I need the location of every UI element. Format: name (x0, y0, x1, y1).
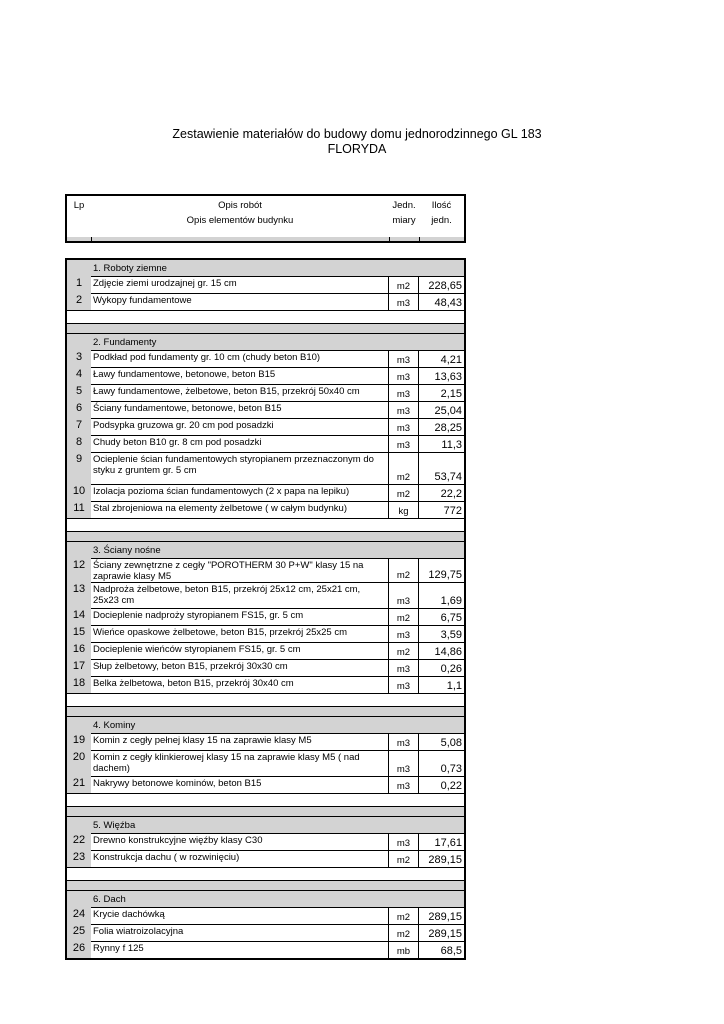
row-description: Słup żelbetowy, beton B15, przekrój 30x30 cm (91, 659, 389, 676)
row-unit: m2 (396, 472, 411, 483)
row-unit-cell (389, 558, 419, 582)
row-unit: m3 (396, 440, 411, 451)
row-quantity: 3,59 (440, 629, 462, 641)
row-unit-cell (389, 452, 419, 484)
row-unit-cell (389, 924, 419, 941)
row-quantity-cell (419, 501, 464, 518)
row-number: 9 (75, 453, 83, 465)
row-number-cell (67, 384, 92, 401)
section-spacer-shade (67, 707, 464, 716)
row-quantity: 6,75 (440, 612, 462, 624)
row-unit-cell (389, 384, 419, 401)
row-quantity-cell (419, 625, 464, 642)
row-number: 12 (72, 559, 86, 571)
row-quantity: 772 (443, 505, 462, 517)
row-description: Wykopy fundamentowe (91, 293, 389, 310)
row-quantity-cell (419, 276, 464, 293)
row-unit-cell (389, 582, 419, 608)
row-unit: m3 (396, 298, 411, 309)
row-unit: m2 (396, 929, 411, 940)
row-number-cell (67, 733, 92, 750)
row-quantity: 228,65 (428, 280, 462, 292)
table-row (67, 350, 464, 367)
row-number-cell (67, 452, 92, 484)
row-quantity: 28,25 (434, 422, 462, 434)
row-description: Chudy beton B10 gr. 8 cm pod posadzki (91, 435, 389, 452)
row-description: Nakrywy betonowe kominów, beton B15 (91, 776, 389, 793)
document-subtitle: FLORYDA (327, 142, 387, 156)
row-description: Podsypka gruzowa gr. 20 cm pod posadzki (91, 418, 389, 435)
row-unit-cell (389, 659, 419, 676)
row-unit: kg (398, 506, 409, 517)
header-unit-line1: Jedn. (392, 200, 416, 211)
table-row (67, 418, 464, 435)
row-unit: m3 (396, 781, 411, 792)
table-row (67, 558, 464, 582)
row-description: Ściany zewnętrzne z cegły "POROTHERM 30 P+W" klasy 15 na zaprawie klasy M5 (91, 558, 389, 582)
header-desc-cell (91, 196, 390, 241)
row-number-cell (67, 558, 92, 582)
row-unit-cell (389, 676, 419, 693)
table-row (67, 367, 464, 384)
row-number-cell (67, 750, 92, 776)
row-unit-cell (389, 642, 419, 659)
row-unit: m3 (396, 372, 411, 383)
row-quantity-cell (419, 401, 464, 418)
section-header-row (67, 333, 464, 350)
section-header-row (67, 890, 464, 907)
table-header (65, 194, 466, 243)
table-row (67, 501, 464, 518)
section-lp-cell (67, 334, 91, 350)
row-number: 19 (72, 734, 86, 746)
row-quantity: 289,15 (428, 928, 462, 940)
row-quantity-cell (419, 676, 464, 693)
row-quantity: 4,21 (440, 354, 462, 366)
row-number: 4 (75, 368, 83, 380)
row-number: 15 (72, 626, 86, 638)
row-number-cell (67, 367, 92, 384)
row-description: Belka żelbetowa, beton B15, przekrój 30x40 cm (91, 676, 389, 693)
header-desc-line2: Opis elementów budynku (186, 215, 294, 226)
row-description: Folia wiatroizolacyjna (91, 924, 389, 941)
row-quantity: 22,2 (440, 488, 462, 500)
row-description: Izolacja pozioma ścian fundamentowych (2 x papa na lepiku) (91, 484, 389, 501)
row-quantity-cell (419, 452, 464, 484)
row-number-cell (67, 941, 92, 958)
row-quantity-cell (419, 776, 464, 793)
section-spacer (67, 310, 464, 324)
section-spacer-shade (67, 881, 464, 890)
header-unit-cell (389, 196, 420, 241)
section-title: 5. Więźba (93, 820, 136, 831)
row-number-cell (67, 676, 92, 693)
table-row (67, 582, 464, 608)
table-row (67, 776, 464, 793)
row-description: Ocieplenie ścian fundamentowych styropianem przeznaczonym do styku z gruntem gr. 5 cm (91, 452, 389, 484)
row-number: 14 (72, 609, 86, 621)
section-spacer (67, 693, 464, 707)
row-number-cell (67, 276, 92, 293)
section-spacer-shade (67, 807, 464, 816)
row-number-cell (67, 924, 92, 941)
row-number-cell (67, 907, 92, 924)
row-description: Komin z cegły pełnej klasy 15 na zaprawie klasy M5 (91, 733, 389, 750)
row-number: 26 (72, 942, 86, 954)
row-quantity: 0,22 (440, 780, 462, 792)
row-number: 18 (72, 677, 86, 689)
section-lp-cell (67, 260, 91, 276)
section-spacer-shade (67, 324, 464, 333)
row-unit: mb (396, 946, 411, 957)
section-lp-cell (67, 717, 91, 733)
row-unit-cell (389, 350, 419, 367)
row-number: 17 (72, 660, 86, 672)
table-row (67, 676, 464, 693)
row-number: 2 (75, 294, 83, 306)
table-row (67, 850, 464, 867)
row-unit-cell (389, 367, 419, 384)
row-number: 1 (75, 277, 83, 289)
row-quantity-cell (419, 642, 464, 659)
row-quantity-cell (419, 924, 464, 941)
section-header-row (67, 260, 464, 276)
row-quantity-cell (419, 582, 464, 608)
row-unit: m2 (396, 613, 411, 624)
row-unit-cell (389, 733, 419, 750)
section-title: 4. Kominy (93, 720, 136, 731)
row-number: 22 (72, 834, 86, 846)
row-number-cell (67, 642, 92, 659)
table-row (67, 941, 464, 958)
row-unit: m2 (396, 855, 411, 866)
row-unit-cell (389, 941, 419, 958)
section-header-row (67, 716, 464, 733)
row-number: 25 (72, 925, 86, 937)
row-description: Podkład pod fundamenty gr. 10 cm (chudy beton B10) (91, 350, 389, 367)
row-number-cell (67, 293, 92, 310)
row-number: 5 (75, 385, 83, 397)
row-quantity: 1,1 (446, 680, 462, 692)
row-unit: m2 (396, 489, 411, 500)
section-lp-cell (67, 817, 91, 833)
row-description: Docieplenie wieńców styropianem FS15, gr. 5 cm (91, 642, 389, 659)
row-quantity-cell (419, 293, 464, 310)
row-number: 11 (73, 502, 85, 514)
row-description: Konstrukcja dachu ( w rozwinięciu) (91, 850, 389, 867)
row-number-cell (67, 484, 92, 501)
row-quantity: 0,73 (440, 763, 462, 775)
row-quantity: 25,04 (434, 405, 462, 417)
row-quantity: 5,08 (440, 737, 462, 749)
row-unit: m3 (396, 738, 411, 749)
row-number-cell (67, 350, 92, 367)
row-description: Ściany fundamentowe, betonowe, beton B15 (91, 401, 389, 418)
section-header-row (67, 816, 464, 833)
row-number: 10 (72, 485, 86, 497)
row-number: 24 (72, 908, 86, 920)
row-unit-cell (389, 625, 419, 642)
row-number: 23 (72, 851, 86, 863)
row-description: Docieplenie nadproży styropianem FS15, gr. 5 cm (91, 608, 389, 625)
row-quantity-cell (419, 850, 464, 867)
row-quantity-cell (419, 659, 464, 676)
row-unit: m3 (396, 596, 411, 607)
row-unit-cell (389, 435, 419, 452)
row-unit-cell (389, 293, 419, 310)
row-quantity-cell (419, 750, 464, 776)
row-quantity-cell (419, 733, 464, 750)
row-number-cell (67, 850, 92, 867)
row-unit: m2 (396, 281, 411, 292)
row-description: Ławy fundamentowe, betonowe, beton B15 (91, 367, 389, 384)
row-number-cell (67, 501, 92, 518)
row-unit-cell (389, 850, 419, 867)
section-lp-cell (67, 542, 91, 558)
row-unit: m2 (396, 647, 411, 658)
row-quantity-cell (419, 484, 464, 501)
row-number: 3 (75, 351, 83, 363)
row-quantity-cell (419, 384, 464, 401)
row-quantity: 289,15 (428, 854, 462, 866)
table-row (67, 401, 464, 418)
header-qty-cell (419, 196, 464, 241)
section-lp-cell (67, 891, 91, 907)
section-title: 2. Fundamenty (93, 337, 157, 348)
table-row (67, 642, 464, 659)
row-number-cell (67, 625, 92, 642)
row-unit-cell (389, 907, 419, 924)
section-header-row (67, 541, 464, 558)
row-number: 21 (72, 777, 86, 789)
table-row (67, 484, 464, 501)
row-description: Drewno konstrukcyjne więźby klasy C30 (91, 833, 389, 850)
row-unit: m3 (396, 664, 411, 675)
row-description: Krycie dachówką (91, 907, 389, 924)
row-unit: m3 (396, 838, 411, 849)
row-number-cell (67, 435, 92, 452)
row-quantity: 11,3 (441, 439, 462, 451)
materials-table (65, 258, 466, 960)
row-number: 8 (75, 436, 83, 448)
row-quantity-cell (419, 418, 464, 435)
header-lp: Lp (73, 200, 85, 211)
row-quantity-cell (419, 558, 464, 582)
table-row (67, 276, 464, 293)
row-number-cell (67, 833, 92, 850)
header-unit-line2: miary (392, 215, 416, 226)
row-number-cell (67, 608, 92, 625)
row-unit: m2 (396, 912, 411, 923)
row-description: Wieńce opaskowe żelbetowe, beton B15, przekrój 25x25 cm (91, 625, 389, 642)
section-title: 1. Roboty ziemne (93, 263, 167, 274)
row-description: Komin z cegły klinkierowej klasy 15 na zaprawie klasy M5 ( nad dachem) (91, 750, 389, 776)
row-unit-cell (389, 776, 419, 793)
row-quantity: 14,86 (434, 646, 462, 658)
row-quantity-cell (419, 833, 464, 850)
row-quantity-cell (419, 350, 464, 367)
row-unit: m2 (396, 570, 411, 581)
row-quantity: 0,26 (440, 663, 462, 675)
row-quantity: 17,61 (434, 837, 462, 849)
row-description: Zdjęcie ziemi urodzajnej gr. 15 cm (91, 276, 389, 293)
row-quantity: 289,15 (428, 911, 462, 923)
header-lp-cell (67, 196, 92, 241)
row-number-cell (67, 776, 92, 793)
row-unit: m3 (396, 389, 411, 400)
row-unit-cell (389, 608, 419, 625)
table-row (67, 452, 464, 484)
row-quantity: 2,15 (440, 388, 462, 400)
table-row (67, 924, 464, 941)
row-quantity-cell (419, 435, 464, 452)
row-unit-cell (389, 401, 419, 418)
row-quantity: 53,74 (434, 471, 462, 483)
section-title: 3. Ściany nośne (93, 545, 161, 556)
row-number-cell (67, 418, 92, 435)
row-quantity-cell (419, 608, 464, 625)
row-quantity-cell (419, 367, 464, 384)
row-quantity: 13,63 (434, 371, 462, 383)
row-quantity: 1,69 (440, 595, 462, 607)
table-row (67, 833, 464, 850)
header-qty-line1: Ilość (431, 200, 452, 211)
row-unit-cell (389, 833, 419, 850)
row-number: 20 (72, 751, 86, 763)
document-title: Zestawienie materiałów do budowy domu jednorodzinnego GL 183 (172, 127, 542, 141)
row-quantity: 129,75 (428, 569, 462, 581)
row-description: Ławy fundamentowe, żelbetowe, beton B15, przekrój 50x40 cm (91, 384, 389, 401)
row-description: Rynny f 125 (91, 941, 389, 958)
row-unit-cell (389, 484, 419, 501)
row-number: 7 (75, 419, 83, 431)
row-quantity: 68,5 (440, 945, 462, 957)
row-unit: m3 (396, 423, 411, 434)
row-quantity-cell (419, 907, 464, 924)
table-row (67, 608, 464, 625)
row-number: 13 (72, 583, 86, 595)
table-row (67, 750, 464, 776)
row-unit-cell (389, 750, 419, 776)
section-spacer (67, 518, 464, 532)
row-number-cell (67, 582, 92, 608)
header-desc-line1: Opis robót (218, 200, 262, 211)
header-qty-line2: jedn. (431, 215, 452, 226)
row-number-cell (67, 659, 92, 676)
section-title: 6. Dach (93, 894, 126, 905)
table-row (67, 659, 464, 676)
table-row (67, 907, 464, 924)
row-number: 6 (75, 402, 83, 414)
table-row (67, 733, 464, 750)
row-quantity-cell (419, 941, 464, 958)
row-number-cell (67, 401, 92, 418)
row-unit-cell (389, 418, 419, 435)
row-unit-cell (389, 501, 419, 518)
table-row (67, 384, 464, 401)
row-unit: m3 (396, 630, 411, 641)
row-unit-cell (389, 276, 419, 293)
table-row (67, 435, 464, 452)
row-quantity: 48,43 (434, 297, 462, 309)
table-row (67, 293, 464, 310)
row-description: Nadproża żelbetowe, beton B15, przekrój 25x12 cm, 25x21 cm, 25x23 cm (91, 582, 389, 608)
section-spacer (67, 867, 464, 881)
row-unit: m3 (396, 681, 411, 692)
row-unit: m3 (396, 355, 411, 366)
row-unit: m3 (396, 406, 411, 417)
row-number: 16 (72, 643, 86, 655)
row-description: Stal zbrojeniowa na elementy żelbetowe ( w całym budynku) (91, 501, 389, 518)
row-unit: m3 (396, 764, 411, 775)
table-row (67, 625, 464, 642)
section-spacer-shade (67, 532, 464, 541)
section-spacer (67, 793, 464, 807)
